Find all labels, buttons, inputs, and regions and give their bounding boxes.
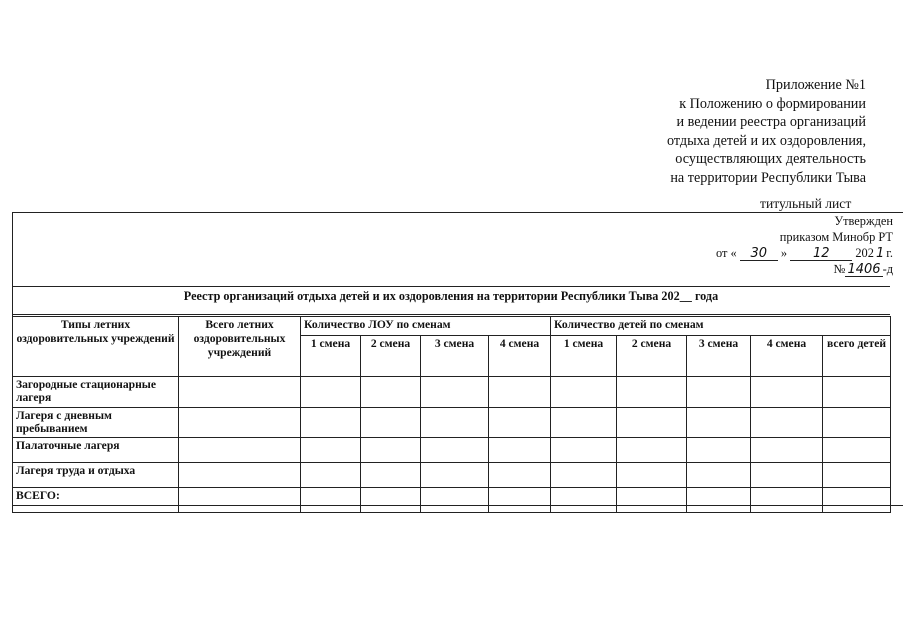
- table-cell[interactable]: [823, 408, 891, 438]
- table-cell[interactable]: [551, 438, 617, 463]
- table-row: [13, 438, 891, 463]
- table-cell[interactable]: [361, 488, 421, 513]
- table-cell[interactable]: [687, 377, 751, 408]
- table-cell[interactable]: [421, 488, 489, 513]
- table-cell[interactable]: [489, 438, 551, 463]
- appendix-line: Приложение №1: [765, 77, 866, 93]
- table-cell[interactable]: [301, 438, 361, 463]
- table-cell[interactable]: [361, 438, 421, 463]
- register-title: Реестр организаций отдыха детей и их оздоровления на территории Республики Тыва 202__ года: [12, 286, 890, 315]
- header-lou-group: Количество ЛОУ по сменам: [301, 317, 551, 336]
- table-cell[interactable]: [489, 463, 551, 488]
- table-cell[interactable]: [617, 408, 687, 438]
- date-year-digit: 1: [875, 246, 885, 261]
- table-cell[interactable]: [551, 463, 617, 488]
- table-cell[interactable]: [179, 377, 301, 408]
- header-lou-shift: 2 смена: [361, 336, 421, 377]
- table-cell[interactable]: [687, 488, 751, 513]
- row-label: Лагеря с дневным пребыванием: [13, 408, 179, 438]
- table-cell[interactable]: [301, 463, 361, 488]
- table-cell[interactable]: [617, 377, 687, 408]
- appendix-line: отдыха детей и их оздоровления,: [666, 132, 866, 149]
- order-number: 1406: [847, 262, 881, 277]
- table-cell[interactable]: [489, 488, 551, 513]
- table-cell[interactable]: [617, 438, 687, 463]
- table-cell[interactable]: [489, 377, 551, 408]
- sheet-label: титульный лист: [760, 196, 852, 211]
- header-children-shift: 2 смена: [617, 336, 687, 377]
- table-cell[interactable]: [823, 488, 891, 513]
- table-cell[interactable]: [179, 408, 301, 438]
- table-cell[interactable]: [179, 438, 301, 463]
- table-cell[interactable]: [751, 438, 823, 463]
- header-total: Всего летних оздоровительных учреждений: [179, 317, 301, 377]
- table-cell[interactable]: [179, 463, 301, 488]
- table-row: [13, 463, 891, 488]
- header-lou-shift: 1 смена: [301, 336, 361, 377]
- table-cell[interactable]: [361, 463, 421, 488]
- approval-line1: Утвержден: [834, 214, 893, 228]
- table-cell[interactable]: [551, 488, 617, 513]
- table-cell[interactable]: [823, 463, 891, 488]
- table-row: [13, 377, 891, 408]
- table-cell[interactable]: [823, 377, 891, 408]
- table-cell[interactable]: [551, 377, 617, 408]
- appendix-line: и ведении реестра организаций: [676, 114, 866, 131]
- table-cell[interactable]: [751, 377, 823, 408]
- table-cell[interactable]: [179, 488, 301, 513]
- table-cell[interactable]: [751, 463, 823, 488]
- table-row: [13, 408, 891, 438]
- appendix-line: к Положению о формировании: [679, 95, 866, 112]
- appendix-line: на территории Республики Тыва: [670, 169, 866, 186]
- table-cell[interactable]: [751, 408, 823, 438]
- header-lou-shift: 3 смена: [421, 336, 489, 377]
- date-prefix: от «: [715, 246, 737, 260]
- row-label: Загородные стационарные лагеря: [13, 377, 179, 408]
- date-day: 30: [740, 247, 778, 261]
- table-cell[interactable]: [687, 438, 751, 463]
- table-row: [13, 488, 891, 513]
- date-year-prefix: 202: [855, 246, 874, 260]
- table-cell[interactable]: [551, 408, 617, 438]
- table-cell[interactable]: [489, 408, 551, 438]
- row-label: ВСЕГО:: [13, 488, 179, 513]
- table-cell[interactable]: [617, 463, 687, 488]
- row-label: Лагеря труда и отдыха: [13, 463, 179, 488]
- table-cell[interactable]: [421, 438, 489, 463]
- table-cell[interactable]: [421, 408, 489, 438]
- row-label: Палаточные лагеря: [13, 438, 179, 463]
- header-lou-shift: 4 смена: [489, 336, 551, 377]
- number-suffix: -д: [882, 262, 893, 276]
- register-table: [12, 316, 891, 513]
- header-children-total: всего детей: [823, 336, 891, 377]
- approval-block: [716, 213, 893, 277]
- date-year-suffix: г.: [886, 246, 893, 260]
- table-cell[interactable]: [301, 408, 361, 438]
- header-type: Типы летних оздоровительных учреждений: [13, 317, 179, 377]
- table-cell[interactable]: [301, 488, 361, 513]
- appendix-line: осуществляющих деятельность: [675, 151, 866, 168]
- appendix-block: [536, 76, 866, 188]
- table-cell[interactable]: [751, 488, 823, 513]
- date-mid: »: [780, 246, 788, 260]
- approval-number: [716, 261, 893, 277]
- table-cell[interactable]: [687, 463, 751, 488]
- table-cell[interactable]: [361, 408, 421, 438]
- approval-date: [716, 245, 893, 261]
- table-cell[interactable]: [421, 463, 489, 488]
- header-children-shift: 3 смена: [687, 336, 751, 377]
- number-prefix: №: [833, 262, 846, 276]
- table-cell[interactable]: [421, 377, 489, 408]
- header-children-shift: 4 смена: [751, 336, 823, 377]
- header-children-shift: 1 смена: [551, 336, 617, 377]
- table-cell[interactable]: [617, 488, 687, 513]
- approval-line2: приказом Минобр РТ: [779, 230, 893, 244]
- table-cell[interactable]: [687, 408, 751, 438]
- header-children-group: Количество детей по сменам: [551, 317, 891, 336]
- date-month: 12: [790, 247, 852, 261]
- table-cell[interactable]: [361, 377, 421, 408]
- table-cell[interactable]: [823, 438, 891, 463]
- table-cell[interactable]: [301, 377, 361, 408]
